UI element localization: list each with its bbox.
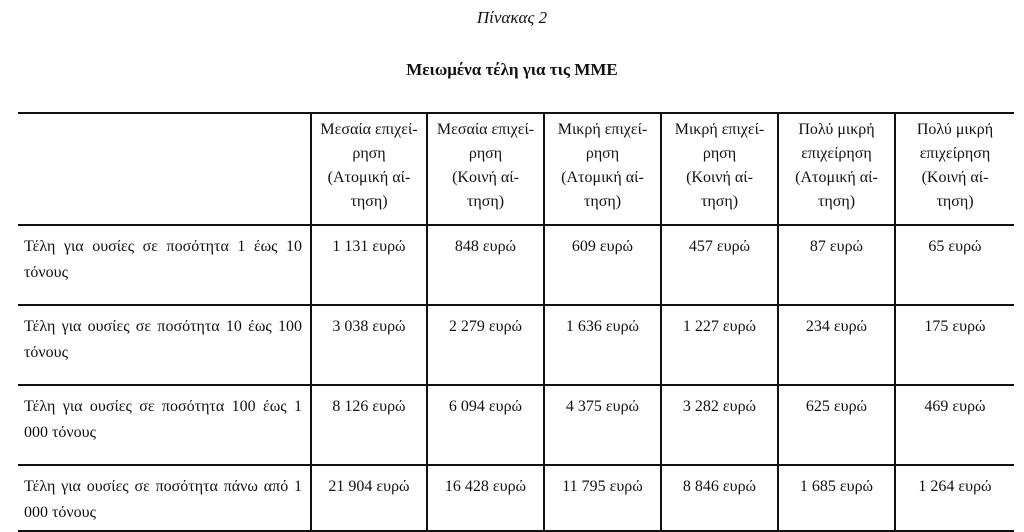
column-application-line: τηση) bbox=[700, 193, 739, 210]
column-size-line: Μικρή επιχεί- bbox=[674, 121, 765, 138]
fee-cell: 16 428 ευρώ bbox=[427, 465, 544, 531]
fees-table bbox=[18, 112, 1014, 532]
fee-cell: 8 846 ευρώ bbox=[661, 465, 778, 531]
header-row bbox=[18, 113, 1014, 225]
column-application-line: (Ατομική αί- bbox=[795, 169, 878, 186]
fee-cell: 3 038 ευρώ bbox=[311, 305, 427, 385]
column-application-line: τηση) bbox=[936, 193, 974, 210]
column-header bbox=[427, 113, 544, 225]
column-header bbox=[661, 113, 778, 225]
fee-cell: 21 904 ευρώ bbox=[311, 465, 427, 531]
fee-cell: 1 685 ευρώ bbox=[778, 465, 895, 531]
column-application-line: (Ατομική αί- bbox=[327, 169, 411, 186]
column-size-line: ρηση bbox=[702, 145, 737, 162]
column-header bbox=[311, 113, 427, 225]
column-application-line: (Κοινή αί- bbox=[686, 169, 753, 186]
column-application-line: (Κοινή αί- bbox=[452, 169, 519, 186]
column-application-line: τηση) bbox=[583, 193, 622, 210]
column-application-line: τηση) bbox=[817, 193, 856, 210]
fee-cell: 11 795 ευρώ bbox=[544, 465, 661, 531]
fee-cell: 4 375 ευρώ bbox=[544, 385, 661, 465]
fee-cell: 457 ευρώ bbox=[661, 225, 778, 305]
column-size-line: ρηση bbox=[468, 145, 503, 162]
table-row bbox=[18, 305, 1014, 385]
column-application-line: τηση) bbox=[466, 193, 505, 210]
column-header bbox=[895, 113, 1014, 225]
table-row bbox=[18, 385, 1014, 465]
fee-cell: 87 ευρώ bbox=[778, 225, 895, 305]
fee-cell: 1 264 ευρώ bbox=[895, 465, 1014, 531]
fee-cell: 469 ευρώ bbox=[895, 385, 1014, 465]
fee-cell: 3 282 ευρώ bbox=[661, 385, 778, 465]
fee-cell: 8 126 ευρώ bbox=[311, 385, 427, 465]
fee-cell: 234 ευρώ bbox=[778, 305, 895, 385]
column-header bbox=[778, 113, 895, 225]
table-row bbox=[18, 465, 1014, 531]
column-size-line: Μεσαία επιχεί- bbox=[436, 121, 535, 138]
column-size-line: επιχείρηση bbox=[919, 145, 991, 162]
column-size-line: ρηση bbox=[585, 145, 620, 162]
fee-cell: 1 636 ευρώ bbox=[544, 305, 661, 385]
column-application-line: (Ατομική αί- bbox=[561, 169, 644, 186]
row-label: Τέλη για ουσίες σε ποσότητα 1 έως 10 τόνους bbox=[18, 225, 311, 305]
row-label: Τέλη για ουσίες σε ποσότητα 100 έως 1 000 τόνους bbox=[18, 385, 311, 465]
fee-cell: 175 ευρώ bbox=[895, 305, 1014, 385]
column-size-line: ρηση bbox=[352, 145, 386, 162]
fee-cell: 6 094 ευρώ bbox=[427, 385, 544, 465]
fee-cell: 2 279 ευρώ bbox=[427, 305, 544, 385]
row-label: Τέλη για ουσίες σε ποσότητα πάνω από 1 000 τόνους bbox=[18, 465, 311, 531]
fee-cell: 1 227 ευρώ bbox=[661, 305, 778, 385]
column-size-line: Πολύ μικρή bbox=[916, 121, 994, 138]
table-title: Μειωμένα τέλη για τις ΜΜΕ bbox=[406, 60, 618, 79]
column-size-line: επιχείρηση bbox=[801, 145, 872, 162]
column-size-line: Μεσαία επιχεί- bbox=[320, 121, 418, 138]
fee-cell: 65 ευρώ bbox=[895, 225, 1014, 305]
column-size-line: Μικρή επιχεί- bbox=[557, 121, 648, 138]
table-row bbox=[18, 225, 1014, 305]
column-application-line: (Κοινή αί- bbox=[921, 169, 989, 186]
column-application-line: τηση) bbox=[350, 193, 388, 210]
table-caption: Πίνακας 2 bbox=[476, 8, 548, 27]
column-header bbox=[544, 113, 661, 225]
fee-cell: 848 ευρώ bbox=[427, 225, 544, 305]
fee-cell: 625 ευρώ bbox=[778, 385, 895, 465]
header-empty-cell bbox=[18, 113, 311, 225]
column-size-line: Πολύ μικρή bbox=[798, 121, 875, 138]
row-label: Τέλη για ουσίες σε ποσότητα 10 έως 100 τόνους bbox=[18, 305, 311, 385]
fee-cell: 609 ευρώ bbox=[544, 225, 661, 305]
fee-cell: 1 131 ευρώ bbox=[311, 225, 427, 305]
